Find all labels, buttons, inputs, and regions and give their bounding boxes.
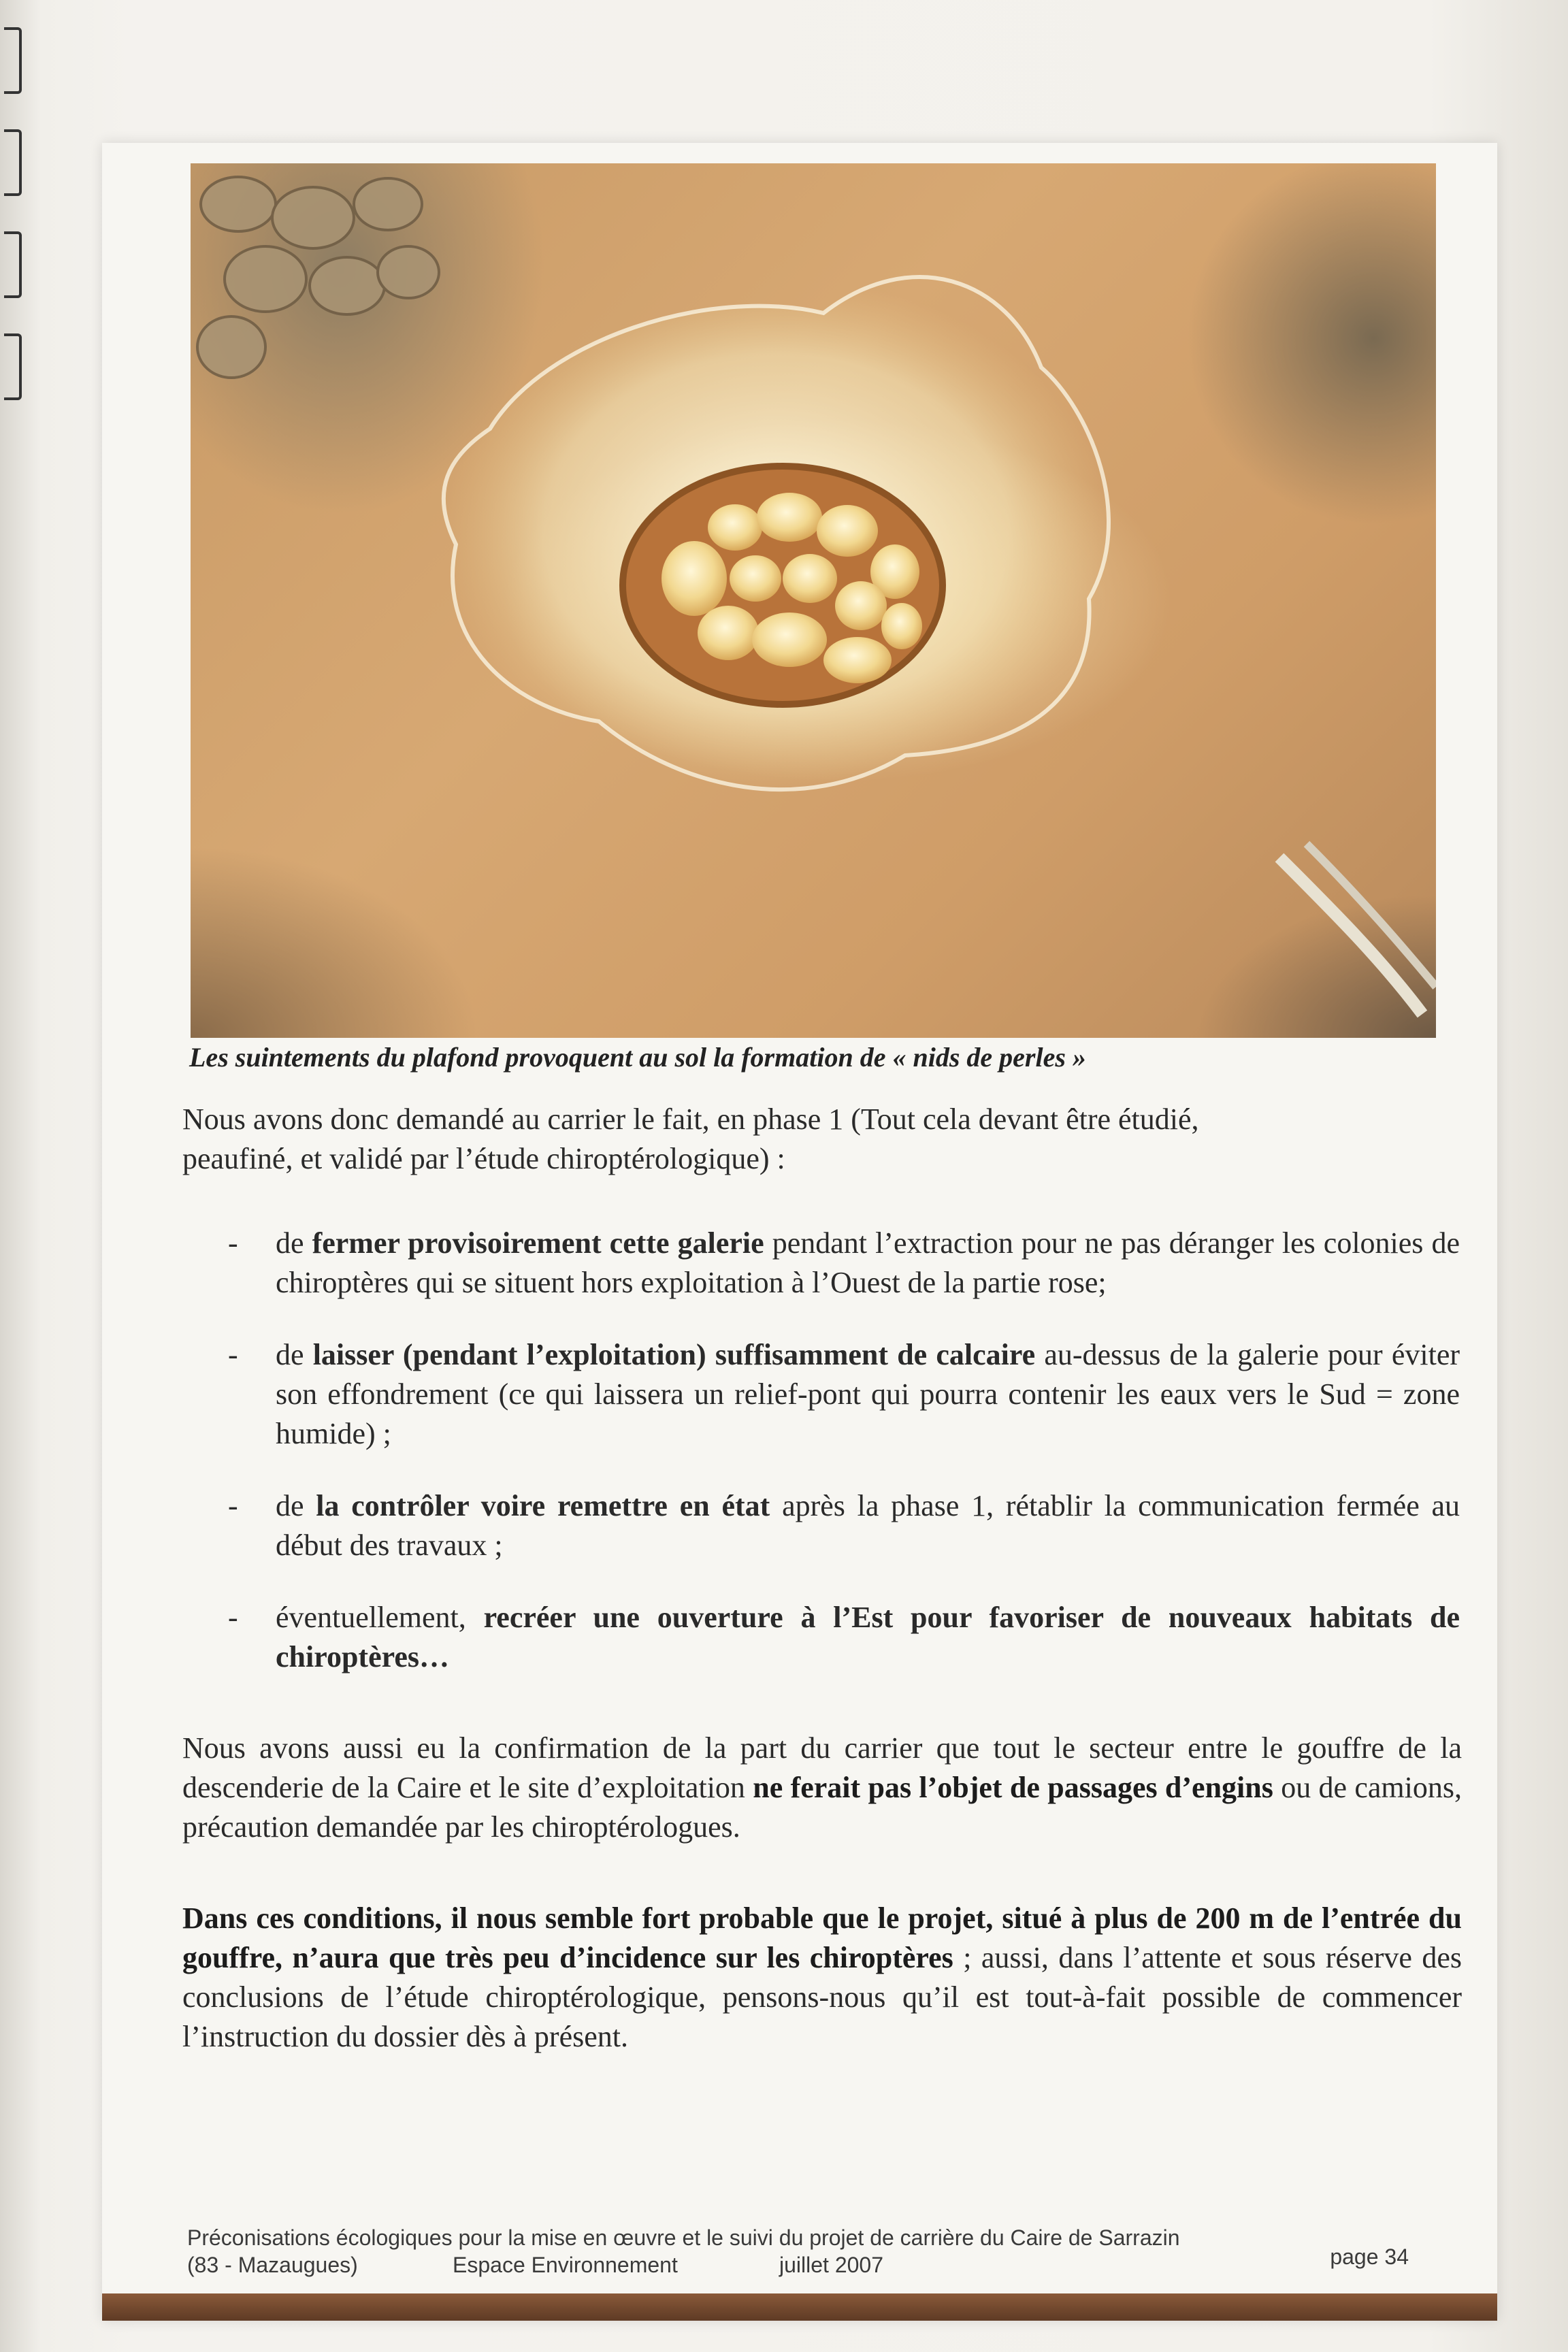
- list-item-bold: laisser (pendant l’exploitation) suffisamment de calcaire: [312, 1338, 1036, 1371]
- list-item: [228, 1598, 1460, 1677]
- binder-ring: [4, 333, 22, 400]
- list-item: [228, 1224, 1460, 1303]
- document-page: [102, 143, 1497, 2321]
- paragraph-text: ; aussi, dans l’attente et sous réserve des conclusions de l’étude chiroptérologique, pensons-nous qu’il est tout-à-fait possible de commencer l’instruction du dossier dès à présent.: [182, 1941, 1462, 2053]
- paragraph: [182, 1729, 1462, 1847]
- list-item: [228, 1335, 1460, 1454]
- cable-shape: [1279, 858, 1422, 1014]
- list-item-text: éventuellement,: [276, 1601, 484, 1634]
- page-footer: [187, 2225, 1480, 2280]
- list-item-text: de: [276, 1226, 312, 1260]
- table-surface: [102, 2293, 1497, 2321]
- photo-caption: Les suintements du plafond provoquent au sol la formation de « nids de perles »: [189, 1042, 1086, 1073]
- binder-ring: [4, 129, 22, 196]
- bullet-dash: -: [228, 1338, 238, 1371]
- pearl-nest-illustration: [191, 163, 1436, 1038]
- footer-location: (83 - Mazaugues): [187, 2253, 358, 2277]
- binder-ring: [4, 231, 22, 298]
- list-item-bold: fermer provisoirement cette galerie: [312, 1226, 764, 1260]
- binder-ring: [4, 27, 22, 94]
- intro-line: Nous avons donc demandé au carrier le fait, en phase 1 (Tout cela devant être étudié,: [182, 1102, 1199, 1136]
- intro-line: peaufiné, et validé par l’étude chiroptérologique) :: [182, 1142, 785, 1175]
- list-item-text: de: [276, 1338, 313, 1371]
- bullet-dash: -: [228, 1226, 238, 1260]
- list-item-text: de: [276, 1489, 316, 1522]
- cave-floor-photo: [191, 163, 1436, 1038]
- bullet-dash: -: [228, 1489, 238, 1522]
- pebbles: [197, 177, 439, 378]
- binder-rings: [0, 0, 27, 476]
- list-item-bold: la contrôler voire remettre en état: [316, 1489, 770, 1522]
- footer-org: Espace Environnement: [453, 2253, 678, 2277]
- page-number: page 34: [1330, 2244, 1409, 2269]
- footer-date: juillet 2007: [779, 2253, 883, 2277]
- paragraph-bold: ne ferait pas l’objet de passages d’engins: [753, 1771, 1273, 1804]
- paragraph-text: ou de camions, précaution demandée par les chiroptérologues.: [182, 1771, 1463, 1844]
- bullet-dash: -: [228, 1601, 238, 1634]
- list-item: [228, 1486, 1460, 1565]
- paragraph-bold: Dans ces conditions, il nous semble fort probable que le projet, situé à plus de 200 m de l’entrée du gouffre, n’aura que très peu d’incidence sur les chiroptères: [182, 1901, 1462, 1974]
- list-item-bold: recréer une ouverture à l’Est pour favoriser de nouveaux habitats de chiroptères…: [276, 1601, 1460, 1673]
- conclusion-paragraph: [182, 1899, 1462, 2057]
- list-item-text: pendant l’extraction pour ne pas déranger les colonies de chiroptères qui se situent hors exploitation à l’Ouest de la partie rose;: [276, 1226, 1460, 1299]
- footer-meta: [187, 2253, 1480, 2280]
- paragraph-text: Nous avons aussi eu la confirmation de la part du carrier que tout le secteur entre le gouffre de la descenderie de la Caire et le site d’exploitation: [182, 1731, 1462, 1804]
- intro-paragraph: [182, 1100, 1462, 1179]
- list-item-text: après la phase 1, rétablir la communication fermée au début des travaux ;: [276, 1489, 1460, 1562]
- list-item-text: au-dessus de la galerie pour éviter son effondrement (ce qui laissera un relief-pont qui pourra contenir les eaux vers le Sud = zone humide) ;: [276, 1338, 1460, 1450]
- footer-title: Préconisations écologiques pour la mise en œuvre et le suivi du projet de carrière du Caire de Sarrazin: [187, 2225, 1180, 2250]
